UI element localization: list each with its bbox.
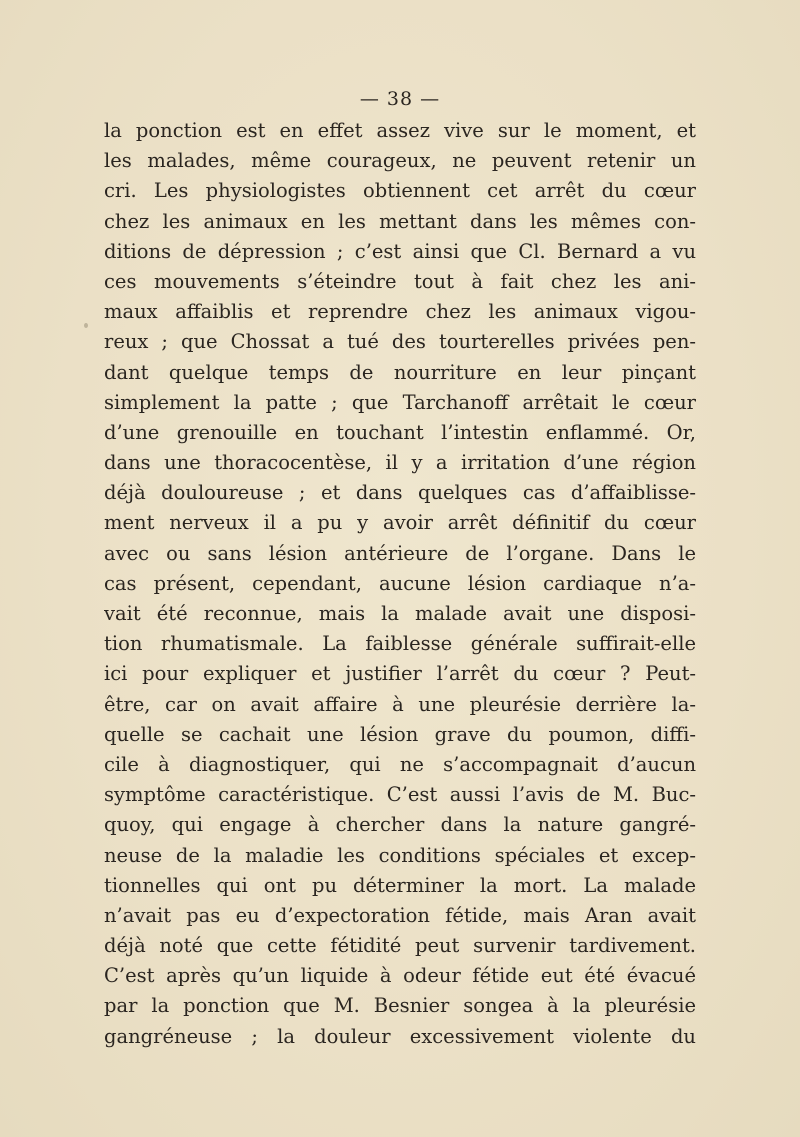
text-line: avec ou sans lésion antérieure de l’organe. Dans le bbox=[104, 541, 696, 565]
text-line: vait été reconnue, mais la malade avait une disposi- bbox=[104, 602, 696, 625]
text-line: simplement la patte ; que Tarchanoff arrêtait le cœur bbox=[104, 390, 696, 414]
text-line: déjà douloureuse ; et dans quelques cas d’affaiblisse- bbox=[104, 481, 696, 505]
page-number: — 38 — bbox=[359, 88, 441, 110]
text-line: quoy, qui engage à chercher dans la nature gangré- bbox=[104, 813, 696, 837]
text-line: neuse de la maladie les conditions spéciales et excep- bbox=[104, 843, 696, 867]
text-line: ment nerveux il a pu y avoir arrêt définitif du cœur bbox=[104, 511, 696, 535]
text-line: dant quelque temps de nourriture en leur pinçant bbox=[104, 360, 696, 384]
text-line: maux affaiblis et reprendre chez les animaux vigou- bbox=[104, 300, 696, 324]
body-text bbox=[104, 116, 696, 1052]
text-line: cile à diagnostiquer, qui ne s’accompagnait d’aucun bbox=[104, 752, 696, 776]
text-line: C’est après qu’un liquide à odeur fétide eut été évacué bbox=[104, 964, 696, 988]
text-line: reux ; que Chossat a tué des tourterelles privées pen- bbox=[104, 330, 696, 354]
text-line: d’une grenouille en touchant l’intestin enflammé. Or, bbox=[104, 420, 696, 444]
text-line: cas présent, cependant, aucune lésion cardiaque n’a- bbox=[104, 571, 696, 595]
text-line: tion rhumatismale. La faiblesse générale suffirait-elle bbox=[104, 632, 696, 656]
paper-speck bbox=[402, 1010, 404, 1013]
text-line: cri. Les physiologistes obtiennent cet arrêt du cœur bbox=[104, 179, 696, 203]
text-line: n’avait pas eu d’expectoration fétide, mais Aran avait bbox=[104, 903, 696, 927]
text-line: la ponction est en effet assez vive sur le moment, et bbox=[104, 119, 696, 142]
text-line: par la ponction que M. Besnier songea à la pleurésie bbox=[104, 994, 696, 1018]
text-line: dans une thoracocentèse, il y a irritation d’une région bbox=[104, 451, 696, 475]
text-line: les malades, même courageux, ne peuvent retenir un bbox=[104, 149, 696, 173]
text-line: chez les animaux en les mettant dans les mêmes con- bbox=[104, 209, 696, 233]
paper-speck bbox=[84, 323, 88, 328]
paper-speck bbox=[416, 1040, 418, 1042]
text-line: tionnelles qui ont pu déterminer la mort. La malade bbox=[104, 873, 696, 897]
text-line: symptôme caractéristique. C’est aussi l’avis de M. Buc- bbox=[104, 783, 696, 807]
text-line: ces mouvements s’éteindre tout à fait chez les ani- bbox=[104, 269, 696, 293]
text-line: ditions de dépression ; c’est ainsi que Cl. Bernard a vu bbox=[104, 239, 696, 263]
text-line: ici pour expliquer et justifier l’arrêt du cœur ? Peut- bbox=[104, 662, 696, 686]
text-line: gangréneuse ; la douleur excessivement violente du bbox=[104, 1024, 696, 1048]
text-line: quelle se cachait une lésion grave du poumon, diffi- bbox=[104, 722, 696, 746]
text-line: être, car on avait affaire à une pleurésie derrière la- bbox=[104, 692, 696, 716]
text-line: déjà noté que cette fétidité peut survenir tardivement. bbox=[104, 934, 696, 958]
